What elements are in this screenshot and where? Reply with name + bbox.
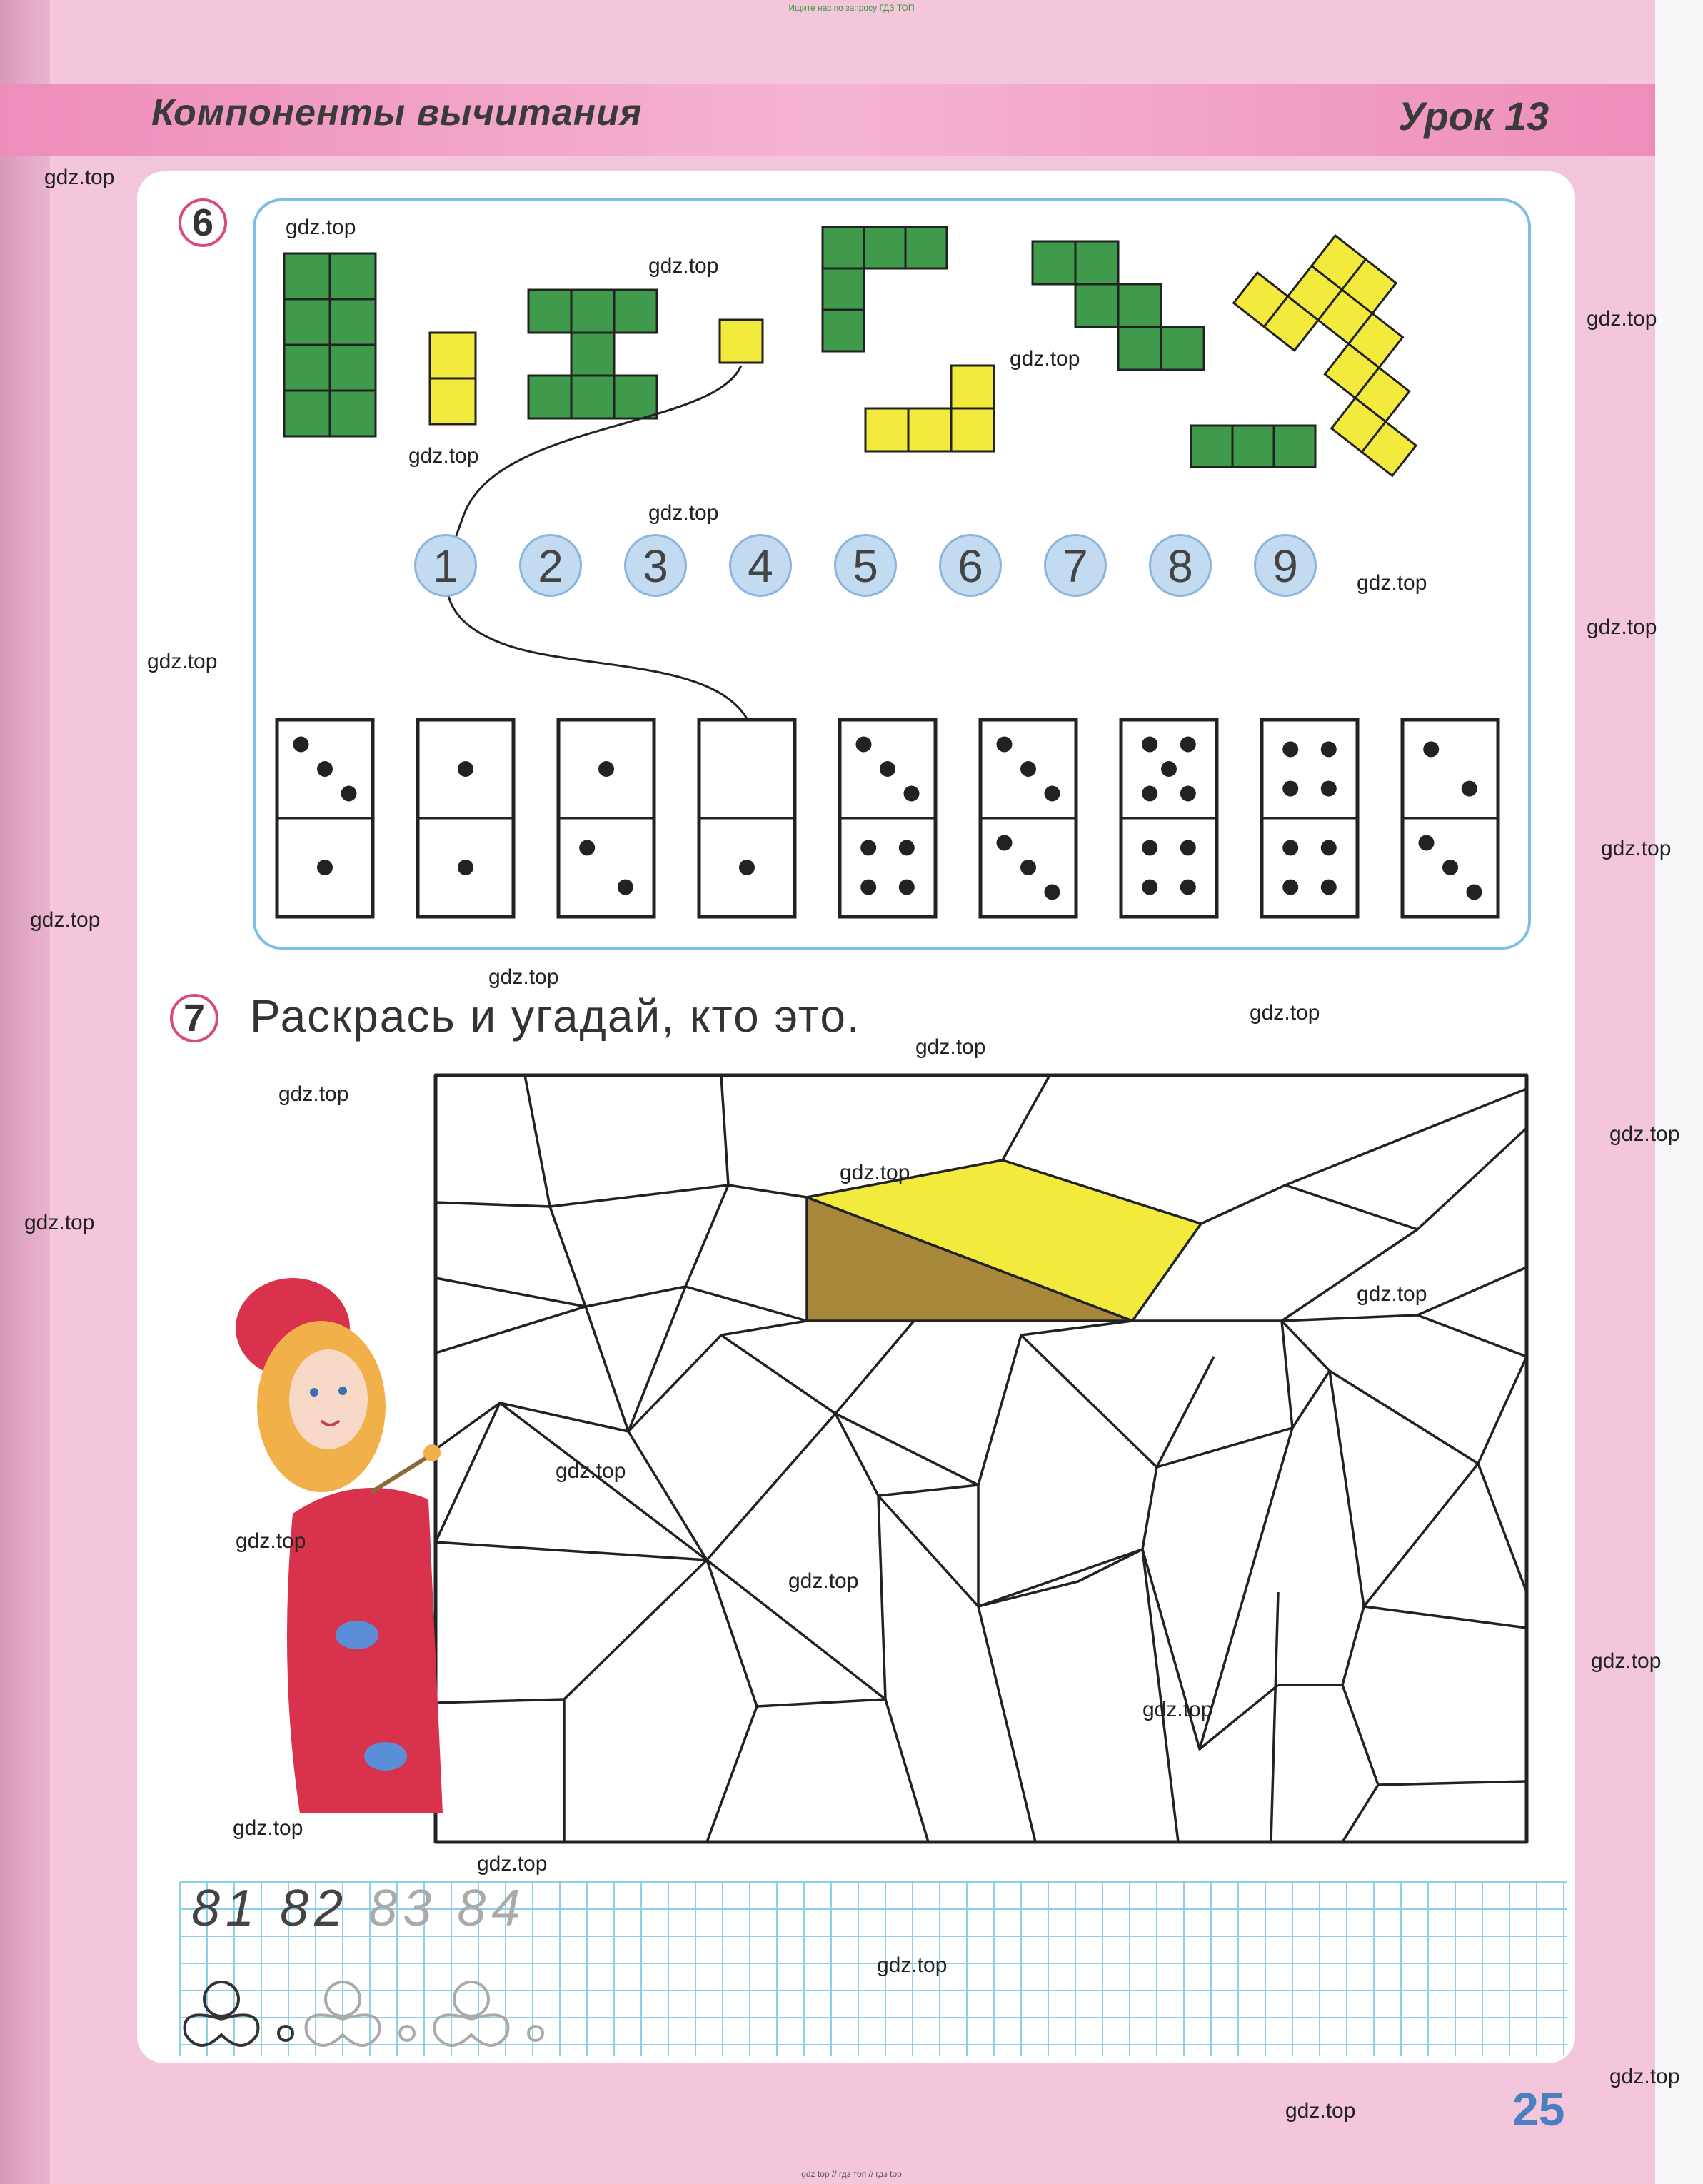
watermark: gdz.top (648, 254, 719, 278)
topic-title: Компоненты вычитания (151, 92, 643, 134)
lesson-label: Урок 13 (1398, 94, 1549, 139)
watermark: gdz.top (1357, 571, 1427, 595)
watermark: gdz.top (477, 1852, 548, 1876)
watermark: gdz.top (488, 965, 559, 989)
watermark: gdz.top (24, 1211, 95, 1234)
number-circle: 7 (1044, 534, 1107, 597)
watermark: gdz.top (1587, 307, 1657, 331)
bottom-note: gdz top // гдз топ // гдз top (801, 2169, 902, 2179)
watermark: gdz.top (1285, 2099, 1356, 2123)
watermark: gdz.top (1010, 347, 1080, 371)
copybook-traced: 83 84 (368, 1880, 526, 1937)
task6-badge: 6 (179, 198, 227, 247)
watermark: gdz.top (877, 1953, 948, 1977)
number-circle: 3 (624, 534, 687, 597)
ornament-pattern (185, 1982, 293, 2045)
number-circle: 6 (939, 534, 1002, 597)
number-circle: 4 (729, 534, 792, 597)
copybook-written: 81 82 (191, 1880, 349, 1937)
task7-instruction: Раскрась и угадай, кто это. (250, 990, 861, 1042)
watermark: gdz.top (788, 1569, 859, 1593)
watermark: gdz.top (1587, 615, 1657, 639)
watermark: gdz.top (44, 166, 115, 189)
watermark: gdz.top (286, 216, 356, 239)
watermark: gdz.top (147, 650, 218, 673)
number-circle: 9 (1254, 534, 1317, 597)
watermark: gdz.top (278, 1082, 349, 1106)
number-circle: 2 (519, 534, 582, 597)
watermark: gdz.top (1250, 1001, 1320, 1025)
number-circle: 8 (1149, 534, 1212, 597)
copybook-samples (191, 1879, 526, 1938)
watermark: gdz.top (408, 444, 479, 468)
page-number: 25 (1512, 2083, 1565, 2135)
watermark: gdz.top (648, 501, 719, 525)
watermark: gdz.top (915, 1035, 986, 1059)
watermark: gdz.top (1609, 1122, 1680, 1146)
watermark: gdz.top (1142, 1698, 1213, 1721)
watermark: gdz.top (30, 908, 101, 932)
watermark: gdz.top (1601, 837, 1672, 860)
watermark: gdz.top (1609, 2065, 1680, 2088)
top-note: Ищите нас по запросу ГДЗ ТОП (788, 3, 915, 13)
watermark: gdz.top (1357, 1282, 1427, 1306)
watermark: gdz.top (1591, 1649, 1662, 1673)
number-circle: 1 (414, 534, 477, 597)
number-circle: 5 (834, 534, 897, 597)
watermark: gdz.top (236, 1529, 306, 1553)
watermark: gdz.top (233, 1816, 303, 1840)
task7-badge: 7 (170, 994, 218, 1042)
watermark: gdz.top (556, 1459, 626, 1483)
watermark: gdz.top (840, 1161, 910, 1184)
